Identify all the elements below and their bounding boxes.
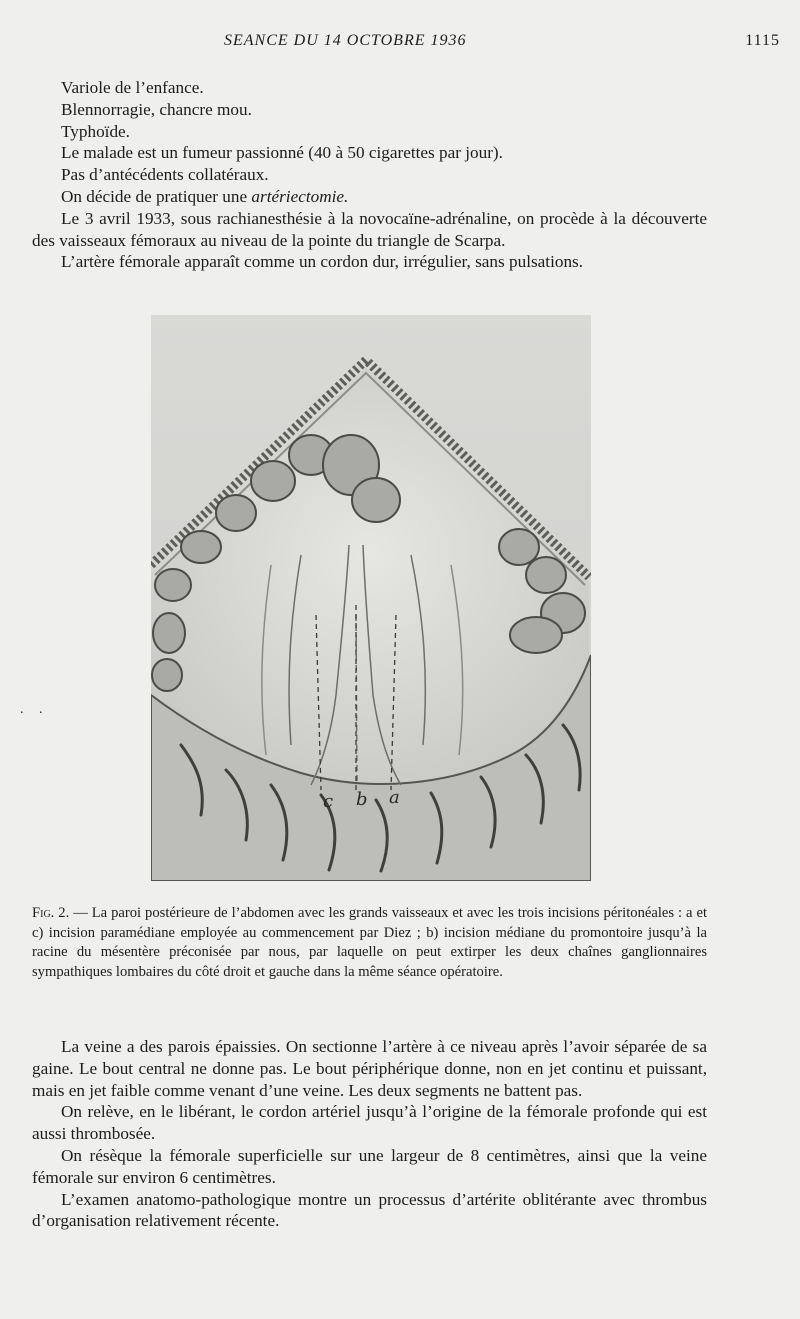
caption-label: Fig. 2. bbox=[32, 905, 70, 921]
decision-text: On décide de pratiquer une bbox=[61, 186, 252, 206]
procedure-paragraph: Le 3 avril 1933, sous rachianesthésie à la novocaïne-adrénaline, on procède à la découverte des vaisseaux fémoraux au niveau de la pointe du triangle de Scarpa. bbox=[32, 208, 707, 250]
artery-paragraph: L’artère fémorale apparaît comme un cordon dur, irrégulier, sans pulsations. bbox=[61, 252, 584, 272]
top-text-block bbox=[32, 77, 707, 273]
caption-text: — La paroi postérieure de l’abdomen avec les grands vaisseaux et avec les trois incisions péritonéales : a et c) incision paramédiane employée au commencement par Diez ; b) incision médiane du promontoire jusqu’à la racine du mésentère préconisée par nous, par laquelle on peut extirper les deux chaînes ganglionnaires sympathiques lombaires du côté droit et gauche dans la même séance opératoire. bbox=[32, 905, 707, 980]
incision-label-b: b bbox=[356, 789, 368, 810]
release-paragraph: On relève, en le libérant, le cordon artériel jusqu’à l’origine de la fémorale profonde qui est aussi thrombosée. bbox=[32, 1102, 707, 1144]
page-number: 1115 bbox=[745, 32, 780, 49]
bottom-text-block bbox=[32, 1036, 707, 1232]
abdomen-drawing bbox=[151, 315, 591, 881]
history-line-4: Le malade est un fumeur passionné (40 à 50 cigarettes par jour). bbox=[61, 143, 503, 163]
running-head bbox=[0, 32, 800, 54]
history-line-3: Typhoïde. bbox=[61, 121, 130, 141]
running-title: SEANCE DU 14 OCTOBRE 1936 bbox=[224, 32, 467, 49]
incision-label-c: c bbox=[323, 791, 334, 812]
vein-paragraph: La veine a des parois épaissies. On sectionne l’artère à ce niveau après l’avoir séparée de sa gaine. Le bout central ne donne pas. Le bout périphérique donne, non en jet continu et puissant, mais en jet faible comme venant d’une veine. Les deux segments ne battent pas. bbox=[32, 1037, 707, 1100]
decision-line bbox=[32, 186, 707, 208]
margin-marks: . . bbox=[20, 702, 49, 717]
history-line-2: Blennorragie, chancre mou. bbox=[61, 99, 252, 119]
anatomical-illustration bbox=[151, 315, 591, 881]
decision-italic: artériectomie. bbox=[251, 186, 349, 206]
resection-paragraph: On résèque la fémorale superficielle sur une largeur de 8 centimètres, ainsi que la veine fémorale sur environ 6 centimètres. bbox=[32, 1145, 707, 1187]
incision-label-a: a bbox=[389, 787, 400, 808]
pathology-paragraph: L’examen anatomo-pathologique montre un processus d’artérite oblitérante avec thrombus d’organisation relativement récente. bbox=[32, 1189, 707, 1231]
history-line-1: Variole de l’enfance. bbox=[61, 78, 204, 97]
figure-caption bbox=[32, 904, 707, 982]
history-line-5: Pas d’antécédents collatéraux. bbox=[61, 165, 269, 185]
